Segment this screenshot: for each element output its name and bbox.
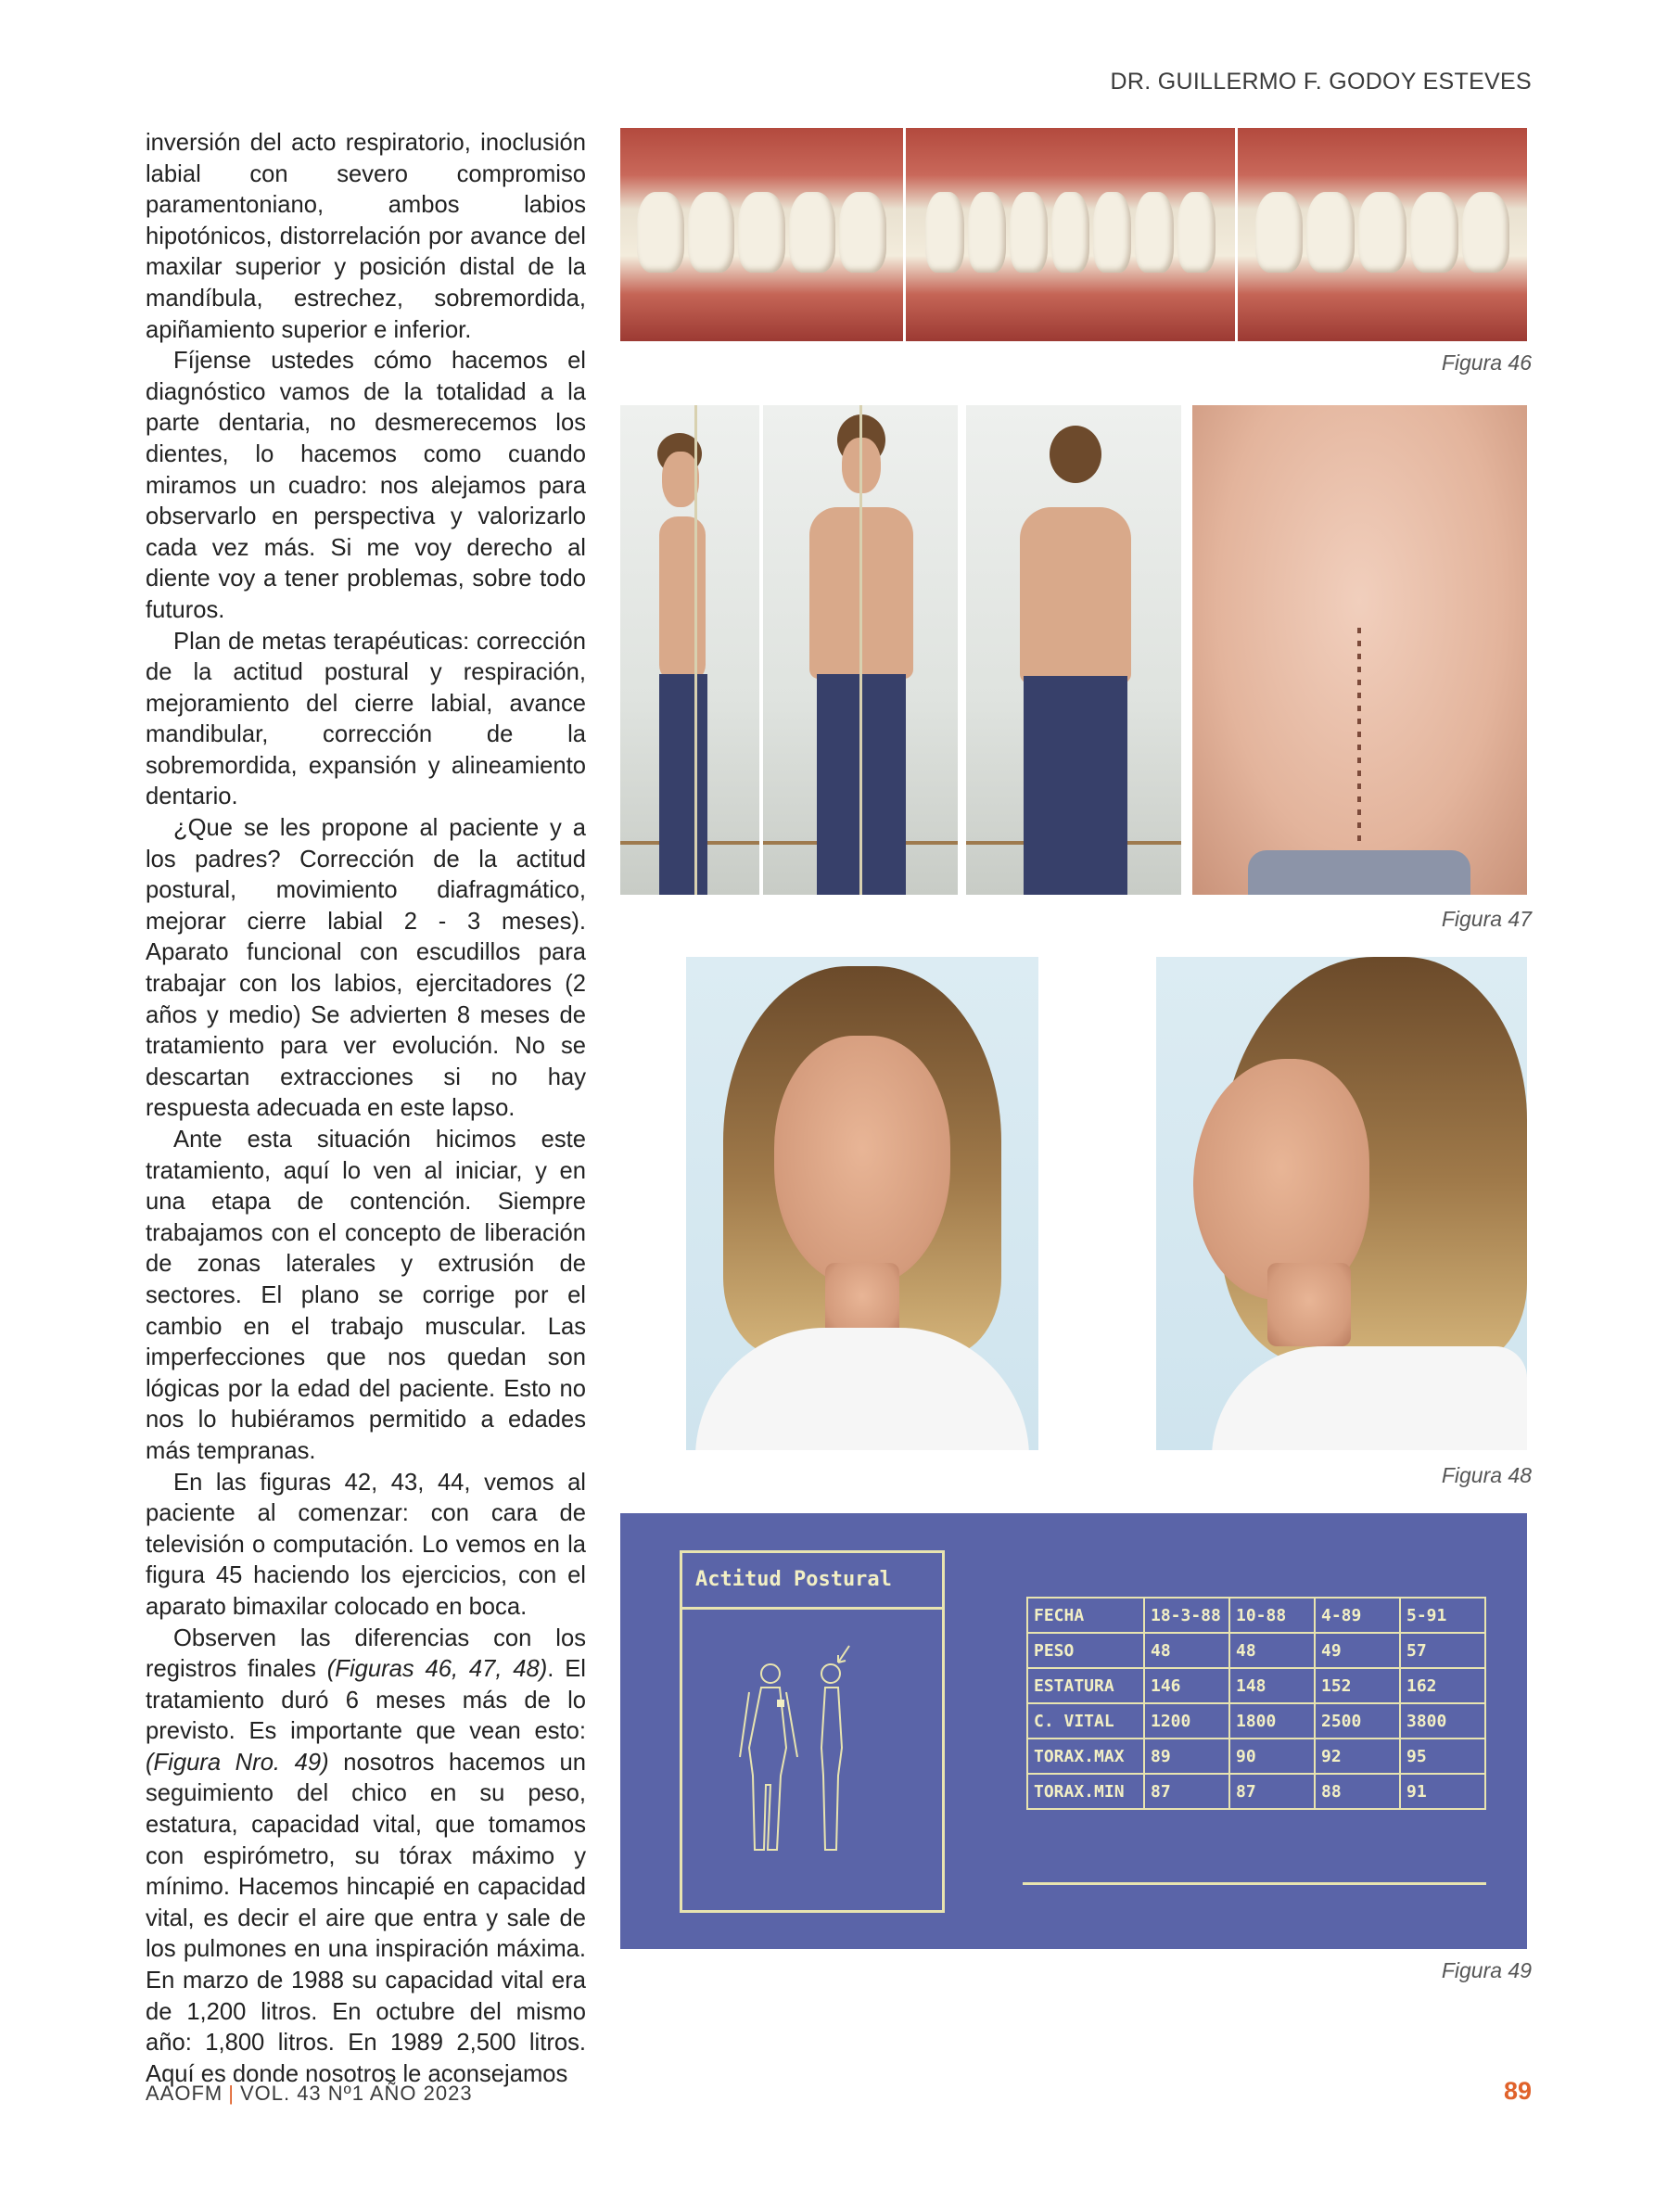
row-label: FECHA bbox=[1027, 1598, 1144, 1633]
table-underline bbox=[1023, 1882, 1486, 1885]
table-row bbox=[1027, 1774, 1485, 1809]
table-cell: 88 bbox=[1315, 1774, 1400, 1809]
table-cell: 3800 bbox=[1400, 1703, 1485, 1739]
fig46-teeth-front-photo bbox=[906, 128, 1235, 341]
paragraph: En las figuras 42, 43, 44, vemos al paciente al comenzar: con cara de televisión o computación. Lo vemos en la figura 45 haciendo los ejercicios, con el aparato bimaxilar colocado en boca. bbox=[146, 1469, 586, 1620]
fig47-front-posture-photo bbox=[763, 405, 958, 895]
row-label: TORAX.MIN bbox=[1027, 1774, 1144, 1809]
journal-footer bbox=[146, 2082, 473, 2106]
table-cell: 5-91 bbox=[1400, 1598, 1485, 1633]
paragraph: Ante esta situación hicimos este tratamiento, aquí lo ven al iniciar, y en una etapa de contención. Siempre trabajamos con el concepto de liberación de zonas laterales y extrusión de sectores. El plano se corrige por el cambio en el trabajo muscular. Las imperfecciones que nos quedan son lógicas por la edad del paciente. Esto no nos lo hubiéramos permitido a edades más tempranas. bbox=[146, 1127, 586, 1464]
table-cell: 95 bbox=[1400, 1739, 1485, 1774]
table-row bbox=[1027, 1703, 1485, 1739]
table-row bbox=[1027, 1668, 1485, 1703]
table-cell: 92 bbox=[1315, 1739, 1400, 1774]
posture-panel bbox=[680, 1550, 945, 1913]
fig48-profile-portrait-photo bbox=[1156, 957, 1527, 1450]
paragraph bbox=[146, 1624, 586, 2091]
table-cell: 49 bbox=[1315, 1633, 1400, 1668]
paragraph-text: . El tratamiento duró 6 meses más de lo previsto. Es importante que vean esto: bbox=[146, 1656, 586, 1745]
row-label: TORAX.MAX bbox=[1027, 1739, 1144, 1774]
caption-figura-49: Figura 49 bbox=[1441, 1958, 1532, 1982]
row-label: C. VITAL bbox=[1027, 1703, 1144, 1739]
table-row bbox=[1027, 1598, 1485, 1633]
table-cell: 146 bbox=[1144, 1668, 1229, 1703]
posture-panel-title: Actitud Postural bbox=[695, 1568, 892, 1591]
table-cell: 48 bbox=[1229, 1633, 1315, 1668]
row-label: ESTATURA bbox=[1027, 1668, 1144, 1703]
row-label: PESO bbox=[1027, 1633, 1144, 1668]
table-cell: 87 bbox=[1229, 1774, 1315, 1809]
caption-figura-47: Figura 47 bbox=[1441, 907, 1532, 931]
table-row bbox=[1027, 1633, 1485, 1668]
figure-reference: (Figuras 46, 47, 48) bbox=[326, 1656, 548, 1683]
table-row bbox=[1027, 1739, 1485, 1774]
fig49-postural-record-screen bbox=[620, 1513, 1527, 1949]
paragraph-text: nosotros hacemos un seguimiento del chico en su peso, estatura, capacidad vital, que tomamos con espirómetro, su tórax máximo y mínimo. Hacemos hincapié en capacidad vital, es decir el aire que entra y sale de los pulmones en una inspiración máxima. En marzo de 1988 su capacidad vital era de 1,200 litros. En octubre del mismo año: 1,800 litros. En 1989 2,500 litros. Aquí es donde nosotros le aconsejamos bbox=[146, 1749, 586, 2087]
footer-separator: | bbox=[228, 2082, 235, 2105]
table-cell: 89 bbox=[1144, 1739, 1229, 1774]
paragraph: Plan de metas terapéuticas: corrección de la actitud postural y respiración, mejoramiento del cierre labial, avance mandibular, corrección de la sobremordida, expansión y alineamiento dentario. bbox=[146, 628, 586, 810]
posture-silhouettes-graphic bbox=[719, 1637, 905, 1887]
fig47-side-posture-photo bbox=[620, 405, 759, 895]
table-cell: 87 bbox=[1144, 1774, 1229, 1809]
running-header: DR. GUILLERMO F. GODOY ESTEVES bbox=[1110, 69, 1532, 95]
table-cell: 90 bbox=[1229, 1739, 1315, 1774]
table-cell: 10-88 bbox=[1229, 1598, 1315, 1633]
paragraph: inversión del acto respiratorio, inoclusión labial con severo compromiso paramentoniano, ambos labios hipotónicos, distorrelación por avance del maxilar superior y posición distal de la mandíbula, estrechez, sobremordida, apiñamiento superior e inferior. bbox=[146, 130, 586, 343]
table-cell: 48 bbox=[1144, 1633, 1229, 1668]
paragraph: Fíjense ustedes cómo hacemos el diagnóstico vamos de la totalidad a la parte dentaria, no desmerecemos los dientes, lo hacemos como cuando miramos un cuadro: nos alejamos para observarlo en perspectiva y valorizarlo cada vez más. Si me voy derecho al diente voy a tener problemas, sobre todo futuros. bbox=[146, 348, 586, 623]
journal-name: AAOFM bbox=[146, 2082, 223, 2105]
figure-reference: (Figura Nro. 49) bbox=[146, 1749, 329, 1776]
table-cell: 152 bbox=[1315, 1668, 1400, 1703]
table-cell: 1200 bbox=[1144, 1703, 1229, 1739]
table-cell: 2500 bbox=[1315, 1703, 1400, 1739]
fig47-back-posture-photo bbox=[966, 405, 1181, 895]
table-cell: 18-3-88 bbox=[1144, 1598, 1229, 1633]
table-cell: 1800 bbox=[1229, 1703, 1315, 1739]
page-number: 89 bbox=[1503, 2077, 1532, 2105]
fig46-teeth-left-photo bbox=[1238, 128, 1527, 341]
table-cell: 57 bbox=[1400, 1633, 1485, 1668]
caption-figura-48: Figura 48 bbox=[1441, 1463, 1532, 1487]
paragraph: ¿Que se les propone al paciente y a los padres? Corrección de la actitud postural, movimiento diafragmático, mejorar cierre labial 2 - 3 meses). Aparato funcional con escudillos para trabajar con los labios, ejercitadores (2 años y medio) Se advierten 8 meses de tratamiento para ver evolución. No se descartan extracciones si no hay respuesta adecuada en este lapso. bbox=[146, 815, 586, 1122]
table-cell: 162 bbox=[1400, 1668, 1485, 1703]
fig48-frontal-portrait-photo bbox=[686, 957, 1038, 1450]
paragraph-text: Observen las diferencias con los registros finales bbox=[146, 1624, 586, 1683]
article-body bbox=[146, 128, 586, 2090]
caption-figura-46: Figura 46 bbox=[1441, 350, 1532, 375]
journal-issue: VOL. 43 Nº1 AÑO 2023 bbox=[239, 2082, 473, 2105]
table-cell: 148 bbox=[1229, 1668, 1315, 1703]
vitals-table bbox=[1026, 1597, 1486, 1810]
table-cell: 4-89 bbox=[1315, 1598, 1400, 1633]
fig47-spine-closeup-photo bbox=[1192, 405, 1527, 895]
table-cell: 91 bbox=[1400, 1774, 1485, 1809]
fig46-teeth-right-photo bbox=[620, 128, 903, 341]
